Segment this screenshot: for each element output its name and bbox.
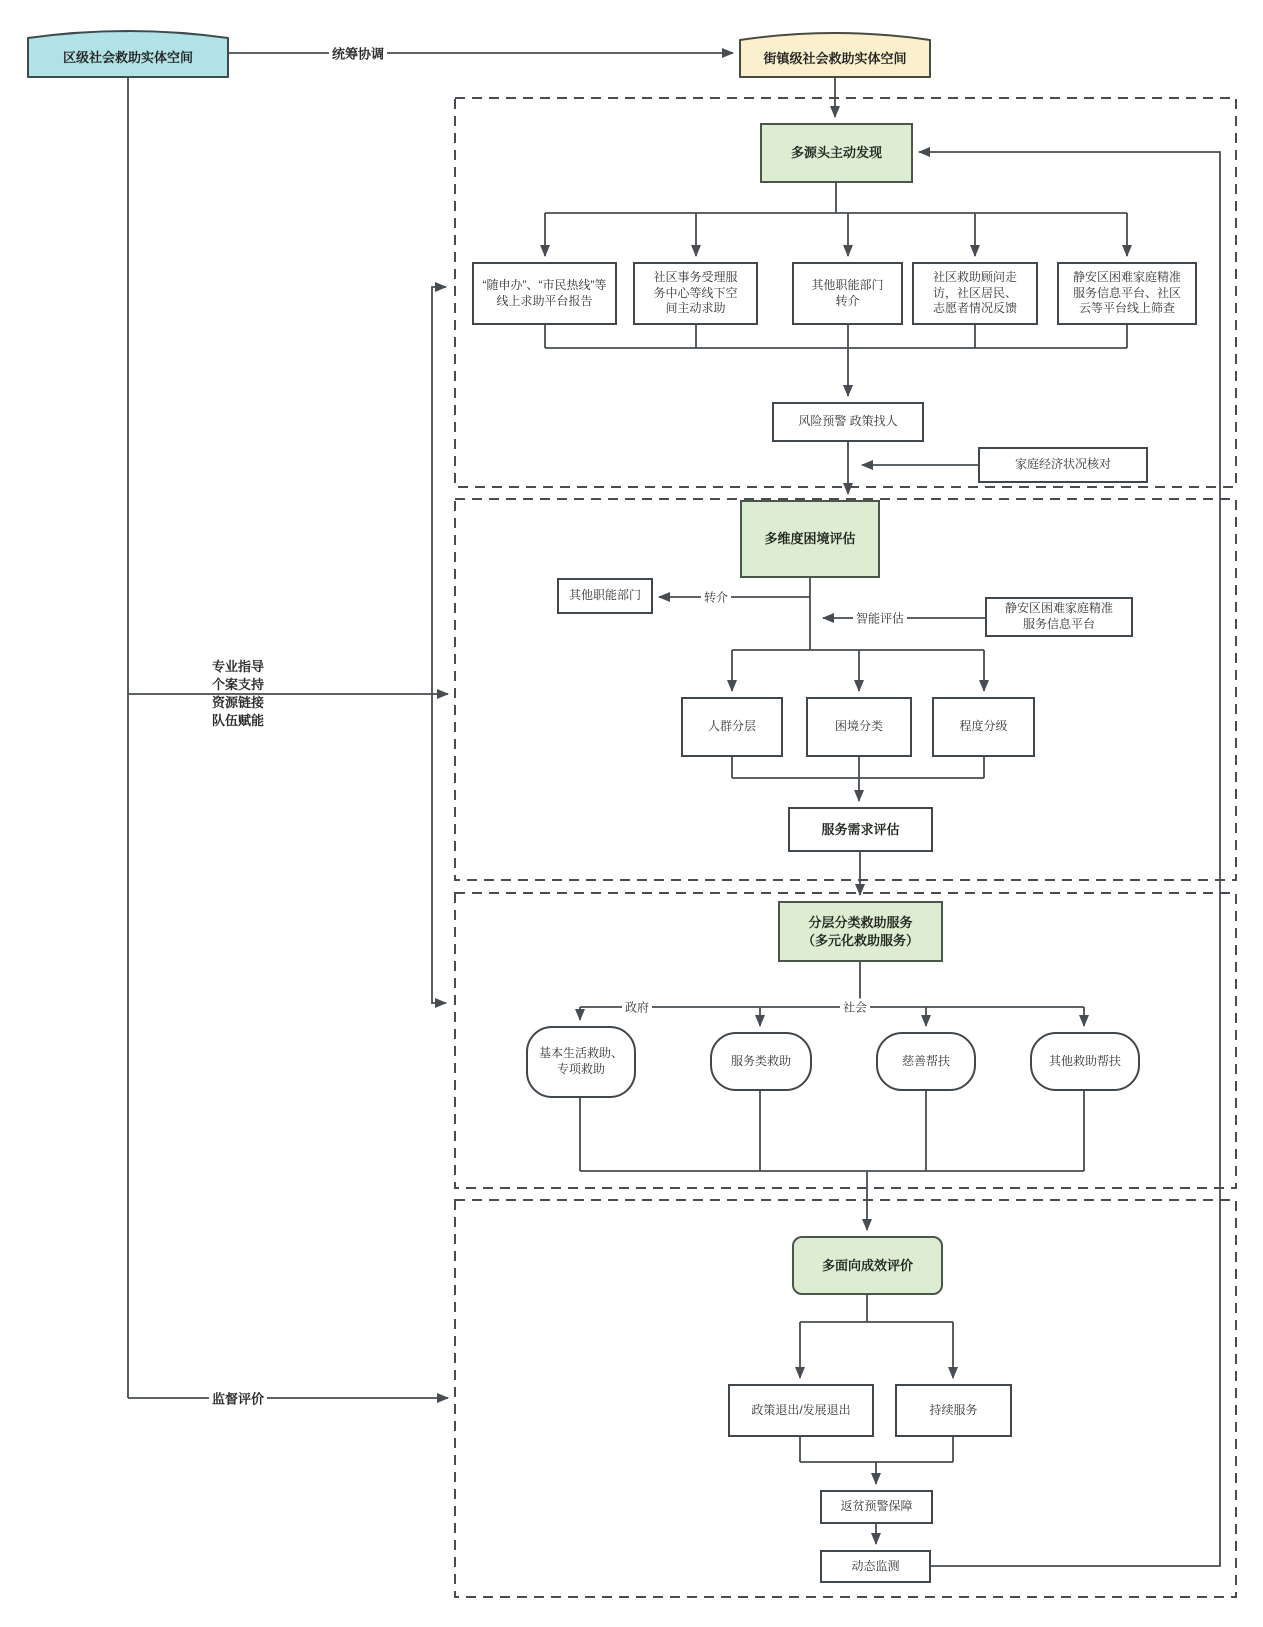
node-precision-service-platform: 静安区困难家庭精准服务信息平台 (985, 597, 1133, 637)
label-supervise: 监督评价 (209, 1389, 267, 1408)
node-crowd-stratification: 人群分层 (681, 697, 783, 757)
node-other-dept-referral-source: 其他职能部门转介 (792, 262, 903, 325)
guide-line-1: 专业指导 (211, 659, 265, 674)
node-advisor-visit-feedback: 社区救助顾问走访，社区居民、志愿者情况反馈 (912, 262, 1038, 325)
node-district-entity: 区级社会救助实体空间 (62, 50, 193, 65)
node-street-entity: 街镇级社会救助实体空间 (763, 51, 907, 66)
edge-feedback-loop (919, 152, 1220, 1566)
guide-line-4: 队伍赋能 (211, 713, 265, 728)
node-poverty-return-warning: 返贫预警保障 (820, 1490, 933, 1524)
node-basic-special-assistance: 基本生活救助、专项救助 (526, 1026, 636, 1098)
node-multi-facet-evaluation: 多面向成效评价 (792, 1236, 943, 1295)
edge-branch-top (432, 287, 446, 694)
node-offline-help-seeking: 社区事务受理服务中心等线下空间主动求助 (633, 262, 758, 325)
node-risk-warning: 风险预警 政策找人 (772, 402, 924, 442)
edge-service-collect-stems (580, 1091, 1084, 1171)
node-continuous-service: 持续服务 (895, 1384, 1012, 1437)
guide-line-2: 个案支持 (211, 677, 265, 692)
node-other-functional-dept: 其他职能部门 (557, 578, 653, 614)
edge-branch-bottom (432, 694, 446, 1003)
tiered-service-line1: 分层分类救助服务 (808, 914, 913, 930)
label-smart-eval: 智能评估 (853, 610, 907, 627)
node-dynamic-monitoring: 动态监测 (820, 1550, 931, 1583)
label-coordination: 统筹协调 (329, 44, 387, 63)
node-charity-support: 慈善帮扶 (876, 1032, 976, 1091)
node-other-assistance-support: 其他救助帮扶 (1030, 1032, 1140, 1091)
node-dilemma-classification: 困境分类 (806, 697, 912, 757)
label-referral: 转介 (701, 589, 731, 606)
edge-exit-collect-stems (800, 1437, 953, 1462)
label-government: 政府 (622, 999, 652, 1016)
node-service-type-assistance: 服务类救助 (710, 1032, 812, 1091)
node-service-need-evaluation: 服务需求评估 (788, 807, 933, 852)
node-policy-exit: 政策退出/发展退出 (728, 1384, 874, 1437)
node-family-economy-check: 家庭经济状况核对 (978, 447, 1148, 483)
edge-src-collect-stems (545, 325, 1127, 348)
edge-eval-collect-stems (732, 757, 984, 778)
node-multi-dimension-assessment: 多维度困境评估 (740, 500, 880, 578)
label-society: 社会 (840, 999, 870, 1016)
label-professional-guide (209, 658, 267, 730)
node-degree-grading: 程度分级 (932, 697, 1035, 757)
node-online-platform-report: “随申办”、“市民热线”等线上求助平台报告 (472, 262, 617, 325)
node-platform-online-screening: 静安区困难家庭精准服务信息平台、社区云等平台线上筛查 (1057, 262, 1197, 325)
node-tiered-classified-service (778, 901, 943, 962)
tiered-service-line2: （多元化救助服务） (801, 932, 919, 948)
node-multi-source-discovery: 多源头主动发现 (760, 123, 913, 183)
guide-line-3: 资源链接 (211, 695, 265, 710)
